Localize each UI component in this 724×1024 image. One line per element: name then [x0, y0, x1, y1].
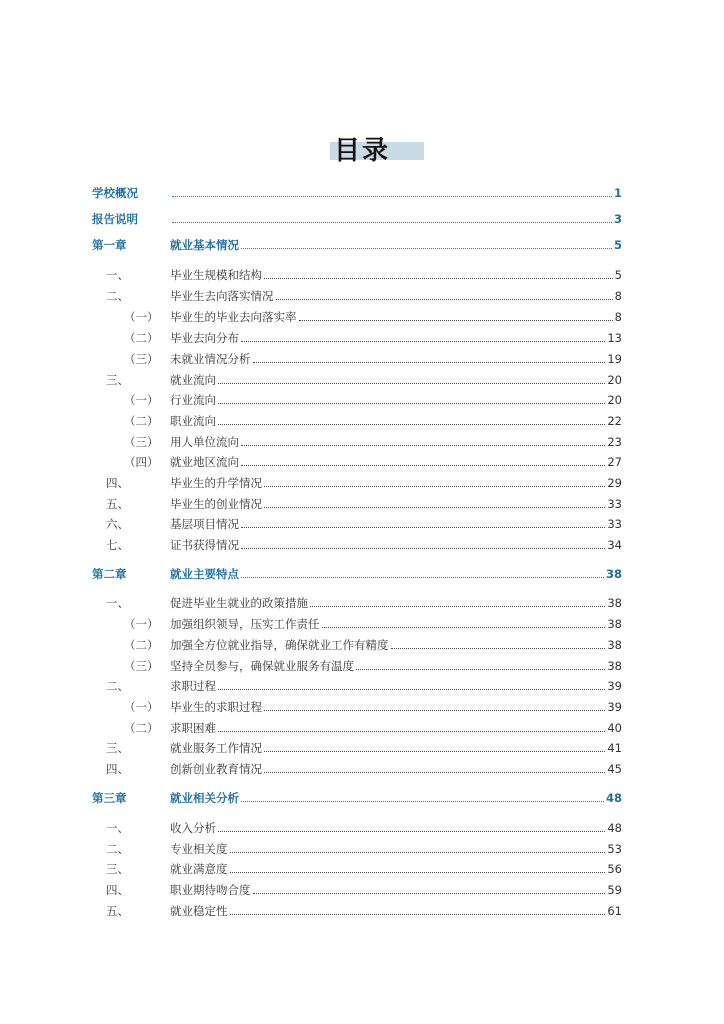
toc-entry-label: 职业流向 — [170, 414, 216, 428]
toc-entry-number: 一、 — [106, 596, 129, 610]
toc-entry-body — [170, 821, 622, 835]
dot-leader — [218, 831, 605, 832]
toc-entry-page-number: 61 — [607, 904, 622, 918]
toc-subsection-entry[interactable] — [92, 329, 622, 347]
dot-leader — [241, 341, 605, 342]
toc-chapter-entry[interactable] — [92, 184, 622, 202]
toc-entry-number: 报告说明 — [92, 212, 138, 226]
toc-entry-body — [170, 352, 622, 366]
toc-subsection-entry[interactable] — [92, 453, 622, 471]
dot-leader — [264, 278, 613, 279]
toc-entry-body — [170, 331, 622, 345]
toc-entry-body — [170, 904, 622, 918]
dot-leader — [230, 872, 606, 873]
dot-leader — [253, 362, 606, 363]
toc-entry-label: 行业流向 — [170, 393, 216, 407]
toc-entry-page-number: 38 — [607, 596, 622, 610]
dot-leader — [299, 320, 613, 321]
toc-entry-page-number: 33 — [607, 517, 622, 531]
toc-entry-body — [170, 721, 622, 735]
toc-entry-label: 求职困难 — [170, 721, 216, 735]
toc-entry-number: （一） — [124, 700, 159, 714]
toc-entry-number: 二、 — [106, 289, 129, 303]
toc-subsection-entry[interactable] — [92, 308, 622, 326]
page-title: 目录 — [330, 130, 394, 167]
toc-entry-number: 七、 — [106, 538, 129, 552]
toc-entry-number: （一） — [124, 617, 159, 631]
toc-entry-number: 四、 — [106, 762, 129, 776]
toc-entry-label: 专业相关度 — [170, 842, 228, 856]
toc-entry-label: 毕业生去向落实情况 — [170, 289, 274, 303]
toc-entry-body — [170, 517, 622, 531]
toc-entry-page-number: 41 — [607, 741, 622, 755]
dot-leader — [218, 731, 605, 732]
toc-entry-number: （二） — [124, 331, 159, 345]
toc-entry-page-number: 39 — [607, 679, 622, 693]
toc-entry-number: 三、 — [106, 741, 129, 755]
toc-entry-label: 证书获得情况 — [170, 538, 239, 552]
dot-leader — [230, 914, 606, 915]
dot-leader — [253, 893, 606, 894]
toc-entry-label: 就业地区流向 — [170, 455, 239, 469]
toc-section-entry[interactable] — [92, 287, 622, 305]
dot-leader — [241, 527, 605, 528]
toc-entry-label: 求职过程 — [170, 679, 216, 693]
toc-section-entry[interactable] — [92, 840, 622, 858]
toc-entry-label: 毕业生的创业情况 — [170, 497, 262, 511]
toc-subsection-entry[interactable] — [92, 433, 622, 451]
toc-entry-label: 毕业去向分布 — [170, 331, 239, 345]
toc-entry-body — [170, 883, 622, 897]
toc-section-entry[interactable] — [92, 677, 622, 695]
dot-leader — [241, 801, 604, 802]
toc-entry-label: 未就业情况分析 — [170, 352, 251, 366]
toc-entry-label: 促进毕业生就业的政策措施 — [170, 596, 308, 610]
toc-chapter-entry[interactable] — [92, 236, 622, 254]
toc-entry-label: 就业基本情况 — [170, 238, 239, 252]
dot-leader — [172, 222, 612, 223]
toc-entry-number: （四） — [124, 455, 159, 469]
toc-entry-body — [170, 289, 622, 303]
toc-entry-page-number: 38 — [607, 638, 622, 652]
toc-section-entry[interactable] — [92, 474, 622, 492]
dot-leader — [264, 710, 605, 711]
toc-entry-number: （三） — [124, 435, 159, 449]
toc-entry-label: 收入分析 — [170, 821, 216, 835]
toc-entry-page-number: 40 — [607, 721, 622, 735]
toc-subsection-entry[interactable] — [92, 391, 622, 409]
toc-entry-page-number: 5 — [614, 268, 622, 282]
toc-entry-number: 第三章 — [92, 791, 127, 805]
toc-section-entry[interactable] — [92, 760, 622, 778]
toc-entry-page-number: 22 — [607, 414, 622, 428]
toc-entry-body — [170, 762, 622, 776]
toc-entry-page-number: 48 — [605, 791, 622, 805]
toc-entry-page-number: 8 — [614, 310, 622, 324]
toc-section-entry[interactable] — [92, 902, 622, 920]
toc-entry-number: 四、 — [106, 476, 129, 490]
toc-entry-body — [170, 497, 622, 511]
toc-entry-number: 二、 — [106, 842, 129, 856]
toc-entry-number: 三、 — [106, 373, 129, 387]
toc-subsection-entry[interactable] — [92, 636, 622, 654]
toc-entry-page-number: 56 — [607, 862, 622, 876]
toc-subsection-entry[interactable] — [92, 719, 622, 737]
toc-section-entry[interactable] — [92, 266, 622, 284]
dot-leader — [264, 486, 605, 487]
toc-entry-body — [170, 238, 622, 252]
toc-entry-page-number: 23 — [607, 435, 622, 449]
dot-leader — [241, 465, 605, 466]
dot-leader — [218, 424, 605, 425]
dot-leader — [264, 751, 605, 752]
toc-section-entry[interactable] — [92, 515, 622, 533]
toc-entry-label: 毕业生规模和结构 — [170, 268, 262, 282]
toc-entry-number: （一） — [124, 393, 159, 407]
toc-entry-label: 创新创业教育情况 — [170, 762, 262, 776]
toc-entry-number: （三） — [124, 659, 159, 673]
toc-entry-body — [170, 862, 622, 876]
toc-entry-number: 二、 — [106, 679, 129, 693]
toc-entry-label: 基层项目情况 — [170, 517, 239, 531]
toc-entry-label: 毕业生的求职过程 — [170, 700, 262, 714]
toc-entry-label: 毕业生的毕业去向落实率 — [170, 310, 297, 324]
toc-entry-body — [170, 476, 622, 490]
toc-section-entry[interactable] — [92, 495, 622, 513]
toc-entry-number: 三、 — [106, 862, 129, 876]
dot-leader — [172, 196, 612, 197]
toc-entry-page-number: 29 — [607, 476, 622, 490]
toc-entry-page-number: 34 — [607, 538, 622, 552]
toc-entry-body — [170, 186, 622, 200]
toc-entry-page-number: 48 — [607, 821, 622, 835]
toc-entry-label: 加强全方位就业指导，确保就业工作有精度 — [170, 638, 389, 652]
toc-entry-number: 五、 — [106, 497, 129, 511]
toc-entry-body — [170, 310, 622, 324]
toc-entry-number: （二） — [124, 638, 159, 652]
dot-leader — [276, 299, 613, 300]
title-container — [0, 130, 724, 167]
toc-entry-page-number: 38 — [607, 659, 622, 673]
toc-entry-label: 坚持全员参与，确保就业服务有温度 — [170, 659, 354, 673]
dot-leader — [322, 627, 606, 628]
toc-section-entry[interactable] — [92, 536, 622, 554]
toc-section-entry[interactable] — [92, 881, 622, 899]
toc-entry-body — [170, 679, 622, 693]
toc-entry-body — [170, 455, 622, 469]
toc-subsection-entry[interactable] — [92, 412, 622, 430]
toc-entry-body — [170, 741, 622, 755]
toc-chapter-entry[interactable] — [92, 789, 622, 807]
toc-entry-page-number: 19 — [607, 352, 622, 366]
toc-entry-number: 五、 — [106, 904, 129, 918]
dot-leader — [241, 577, 604, 578]
toc-entry-number: （二） — [124, 721, 159, 735]
toc-entry-label: 就业稳定性 — [170, 904, 228, 918]
toc-section-entry[interactable] — [92, 860, 622, 878]
toc-section-entry[interactable] — [92, 371, 622, 389]
toc-entry-body — [170, 373, 622, 387]
toc-entry-label: 用人单位流向 — [170, 435, 239, 449]
toc-entry-number: 一、 — [106, 268, 129, 282]
dot-leader — [230, 852, 606, 853]
toc-section-entry[interactable] — [92, 739, 622, 757]
dot-leader — [310, 606, 605, 607]
toc-entry-page-number: 33 — [607, 497, 622, 511]
toc-entry-body — [170, 791, 622, 805]
toc-subsection-entry[interactable] — [92, 657, 622, 675]
dot-leader — [241, 248, 612, 249]
toc-entry-body — [170, 842, 622, 856]
toc-entry-body — [170, 700, 622, 714]
toc-entry-body — [170, 414, 622, 428]
toc-chapter-entry[interactable] — [92, 565, 622, 583]
toc-entry-body — [170, 212, 622, 226]
toc-entry-page-number: 13 — [607, 331, 622, 345]
toc-entry-page-number: 38 — [607, 617, 622, 631]
toc-entry-body — [170, 435, 622, 449]
toc-entry-body — [170, 596, 622, 610]
dot-leader — [218, 689, 605, 690]
toc-entry-page-number: 5 — [613, 238, 622, 252]
toc-subsection-entry[interactable] — [92, 615, 622, 633]
toc-entry-label: 就业流向 — [170, 373, 216, 387]
toc-entry-page-number: 8 — [614, 289, 622, 303]
toc-entry-page-number: 27 — [607, 455, 622, 469]
toc-entry-label: 就业服务工作情况 — [170, 741, 262, 755]
toc-entry-label: 就业主要特点 — [170, 567, 239, 581]
toc-entry-number: 六、 — [106, 517, 129, 531]
toc-entry-page-number: 1 — [613, 186, 622, 200]
toc-entry-page-number: 38 — [605, 567, 622, 581]
toc-entry-label: 就业相关分析 — [170, 791, 239, 805]
toc-entry-page-number: 3 — [613, 212, 622, 226]
toc-entry-label: 职业期待吻合度 — [170, 883, 251, 897]
toc-subsection-entry[interactable] — [92, 350, 622, 368]
toc-entry-body — [170, 617, 622, 631]
toc-entry-number: （一） — [124, 310, 159, 324]
toc-entry-page-number: 53 — [607, 842, 622, 856]
toc-entry-number: 一、 — [106, 821, 129, 835]
toc-entry-label: 就业满意度 — [170, 862, 228, 876]
dot-leader — [241, 445, 605, 446]
toc-entry-number: （三） — [124, 352, 159, 366]
toc-entry-number: 四、 — [106, 883, 129, 897]
toc-entry-number: 第一章 — [92, 238, 127, 252]
toc-entry-label: 毕业生的升学情况 — [170, 476, 262, 490]
dot-leader — [391, 648, 606, 649]
toc-entry-page-number: 20 — [607, 373, 622, 387]
toc-section-entry[interactable] — [92, 594, 622, 612]
toc-subsection-entry[interactable] — [92, 698, 622, 716]
toc-entry-page-number: 20 — [607, 393, 622, 407]
toc-entry-page-number: 39 — [607, 700, 622, 714]
dot-leader — [218, 383, 605, 384]
toc-entry-page-number: 59 — [607, 883, 622, 897]
toc-entry-body — [170, 659, 622, 673]
toc-entry-body — [170, 567, 622, 581]
toc-entry-body — [170, 538, 622, 552]
dot-leader — [264, 507, 605, 508]
toc-chapter-entry[interactable] — [92, 210, 622, 228]
toc-entry-body — [170, 268, 622, 282]
dot-leader — [264, 772, 605, 773]
toc-entry-number: 学校概况 — [92, 186, 138, 200]
toc-section-entry[interactable] — [92, 819, 622, 837]
toc-entry-body — [170, 393, 622, 407]
toc-entry-label: 加强组织领导，压实工作责任 — [170, 617, 320, 631]
toc-entry-number: 第二章 — [92, 567, 127, 581]
toc-entry-page-number: 45 — [607, 762, 622, 776]
dot-leader — [356, 669, 605, 670]
toc-entry-body — [170, 638, 622, 652]
toc-entry-number: （二） — [124, 414, 159, 428]
dot-leader — [241, 548, 605, 549]
dot-leader — [218, 403, 605, 404]
